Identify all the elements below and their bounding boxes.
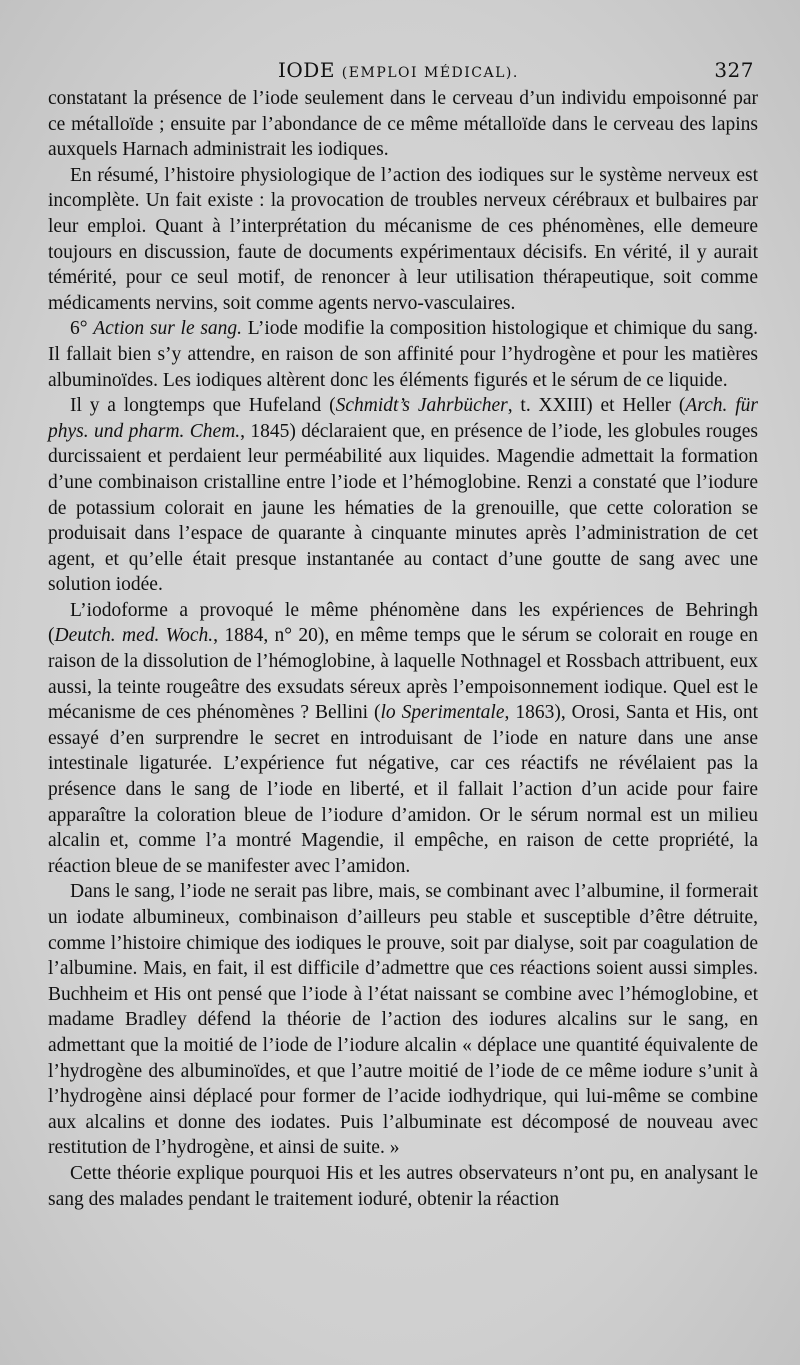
italic-reference: Deutch. med. Woch.: [54, 625, 214, 647]
paragraph: [48, 879, 758, 1161]
page-number: 327: [714, 58, 754, 82]
italic-reference: Action sur le sang.: [93, 318, 243, 340]
text-run: , t. XXIII) et Heller (: [507, 395, 686, 417]
text-run: En résumé, l’histoire physiologique de l’action des iodiques sur le système nerveux est incomplète. Un fait existe : la provocation de troubles nerveux cérébraux et bulbaires par leur emploi. Quant à l’interprétation du mécanisme de ces phénomènes, elle demeure toujours en discussion, faute de documents expérimentaux décisifs. En vérité, il y aurait témérité, pour ce seul motif, de renoncer à leur utilisation thérapeutique, soit comme médicaments nervins, soit comme agents nervo-vasculaires.: [48, 164, 758, 314]
text-run: , 1884, n° 20), en même temps que le sérum se colorait en rouge en raison de la dissolution de l’hémoglobine, à laquelle Nothnagel et Rossbach attribuent, eux aussi, la teinte rougeâtre des exsudats séreux après l’empoisonnement iodique. Quel est le mécanisme de ces phénomènes ? Bellini (: [48, 625, 758, 724]
text-run: L’iode modifie la composition histologique et chimique du sang. Il fallait bien s’y attendre, en raison de son affinité pour l’hydrogène et pour les matières albuminoïdes. Les iodiques altèrent donc les éléments figurés et le sérum de ce liquide.: [48, 318, 758, 391]
paragraph: [48, 316, 758, 393]
text-run: Il y a longtemps que Hufeland (: [70, 395, 336, 417]
paragraph: [48, 393, 758, 598]
running-header: [48, 52, 754, 86]
running-title-main: IODE: [278, 58, 335, 82]
text-run: , 1845) déclaraient que, en présence de l’iode, les globules rouges durcissaient et perdaient leur perméabilité aux liquides. Magendie admettait la formation d’une combinaison cristalline entre l’iode et l’hémoglobine. Renzi a constaté que l’iodure de potassium colorait en jaune les hématies de la grenouille, que cette coloration se produisait dans l’espace de quarante à cinquante minutes après l’administration de cet agent, et qu’elle était presque instantanée au contact d’une goutte de sang avec une solution iodée.: [48, 420, 758, 596]
text-run: constatant la présence de l’iode seulement dans le cerveau d’un individu empoisonné par ce métalloïde ; ensuite par l’abondance de ce même métalloïde dans le cerveau des lapins auxquels Harnach administrait les iodiques.: [48, 88, 758, 161]
paragraph: [48, 86, 758, 163]
text-run: Cette théorie explique pourquoi His et les autres observateurs n’ont pu, en analysant le sang des malades pendant le traitement ioduré, obtenir la réaction: [48, 1162, 758, 1210]
text-run: L’iodoforme a provoqué le même phénomène dans les expériences de Behringh (: [48, 599, 758, 647]
paragraph: [48, 598, 758, 880]
body-text: [48, 86, 758, 1212]
paragraph: [48, 163, 758, 317]
italic-reference: Arch. für phys. und pharm. Chem.: [48, 395, 758, 442]
running-title-subtitle: (EMPLOI MÉDICAL).: [341, 65, 519, 81]
italic-reference: Schmidt’s Jahrbücher: [335, 395, 508, 417]
text-run: Dans le sang, l’iode ne serait pas libre, mais, se combinant avec l’albumine, il formerait un iodate albumineux, combinaison d’ailleurs peu stable et susceptible d’être détruite, comme l’histoire chimique des iodiques le prouve, soit par dialyse, soit par coagulation de l’albumine. Mais, en fait, il est difficile d’admettre que ces réactions soient aussi simples. Buchheim et His ont pensé que l’iode à l’état naissant se combine avec l’hémoglobine, et madame Bradley défend la théorie de l’action des iodures alcalins sur le sang, en admettant que la moitié de l’iode de l’iodure alcalin « déplace une quantité équivalente de l’hydrogène des albuminoïdes, et que l’autre moitié de l’iode de ce même iodure s’unit à l’hydrogène ainsi déplacé pour former de l’acide iodhydrique, qui lui-même se combine aux alcalins et donne des iodates. Puis l’albuminate est décomposé de nouveau avec restitution de l’hydrogène, et ainsi de suite. »: [48, 881, 758, 1159]
italic-reference: lo Sperimentale: [380, 702, 505, 724]
text-run: , 1863), Orosi, Santa et His, ont essayé d’en surprendre le secret en introduisant de l’iode en nature dans une anse intestinale ligaturée. L’expérience fut négative, car ces réactifs ne révélaient pas la présence dans le sang de l’iode en liberté, et il fallait l’action d’un acide pour faire apparaître la coloration bleue de l’iodure d’amidon. Or le sérum normal est un milieu alcalin et, comme l’a montré Magendie, il empêche, en raison de cette propriété, la réaction bleue de se manifester avec l’amidon.: [48, 702, 759, 877]
paragraph: [48, 1161, 758, 1212]
text-run: 6°: [70, 318, 94, 340]
running-title: [278, 58, 519, 82]
